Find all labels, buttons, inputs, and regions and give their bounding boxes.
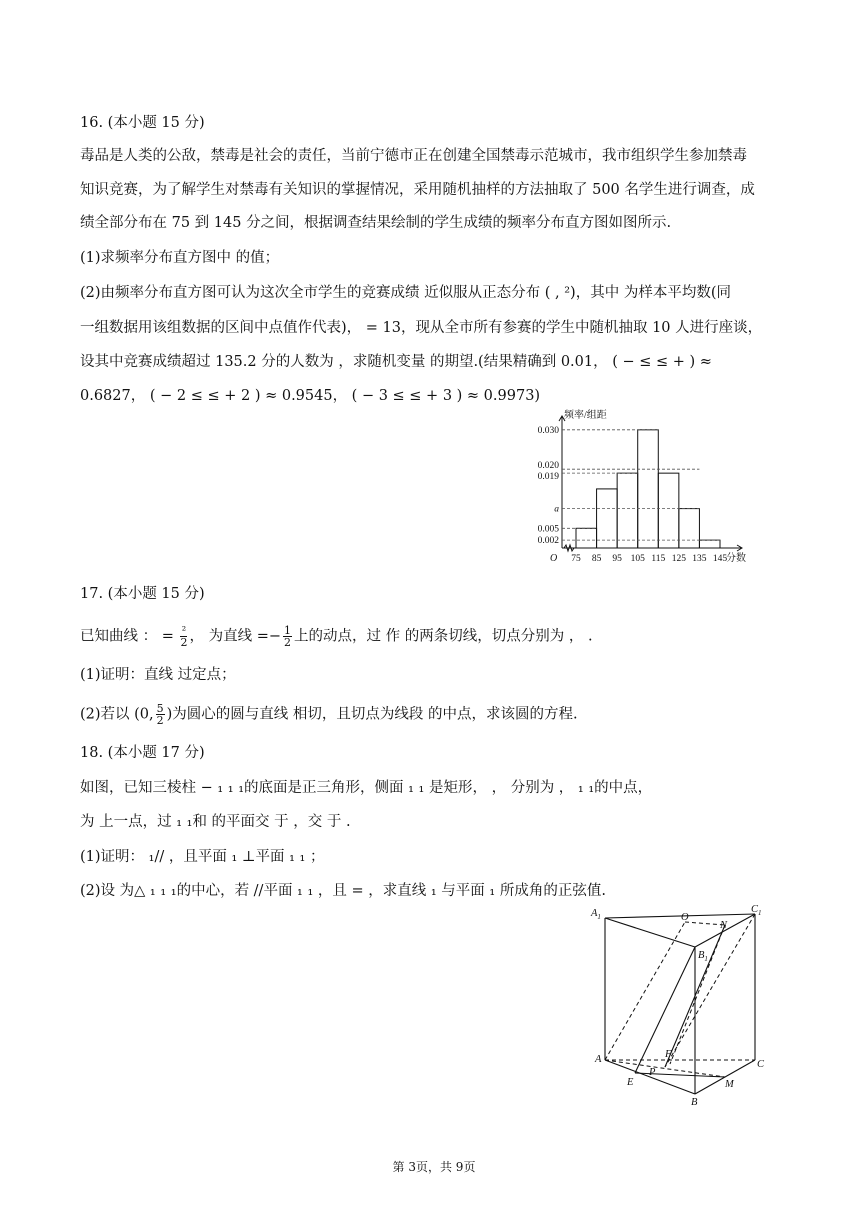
label-a: A	[595, 1054, 602, 1065]
y-tick-label: 0.005	[537, 524, 559, 535]
q17-fraction-1-over-2	[283, 625, 292, 648]
histogram-bar	[597, 489, 618, 548]
histogram-bar	[699, 540, 720, 548]
fraction-denominator: 2	[156, 714, 164, 727]
y-tick-label: 0.030	[537, 425, 559, 436]
fraction-denominator: 2	[180, 636, 188, 649]
x-axis-label: 分数	[726, 553, 746, 564]
x-tick-label: 95	[612, 554, 622, 564]
q16-part-2-line-2: 一组数据用该组数据的区间中点值作代表)， = 13，现从全市所有参赛的学生中随机抽取 10 人进行座谈，	[80, 320, 763, 336]
q16-part-1: (1)求频率分布直方图中 的值；	[80, 250, 280, 266]
q16-part-2-line-1: (2)由频率分布直方图可认为这次全市学生的竞赛成绩 近似服从正态分布 ( , ²)，其中 为样本平均数(同	[80, 285, 731, 301]
label-m: M	[725, 1079, 734, 1090]
q17-statement	[80, 625, 593, 648]
y-tick-label: 0.019	[537, 472, 559, 483]
q17-part-1: (1)证明：直线 过定点；	[80, 667, 236, 683]
q18-header: 18. (本小题 17 分)	[80, 745, 205, 761]
label-c1: $C_1$	[751, 904, 762, 917]
histogram-bar	[658, 473, 679, 548]
q18-statement-line-2: 为 上一点，过 ₁ ₁和 的平面交 于 ，交 于 .	[80, 814, 351, 830]
x-tick-label: 75	[571, 554, 581, 564]
q17-statement-part-c: 上的动点，过 作 的两条切线，切点分别为 ， .	[294, 628, 593, 645]
label-o: O	[681, 912, 689, 923]
q18-part-1: (1)证明： ₁// ，且平面 ₁ ⊥平面 ₁ ₁ ；	[80, 849, 325, 865]
histogram-bar	[638, 430, 659, 548]
x-tick-label: 145	[712, 554, 728, 564]
q18-statement-line-1: 如图，已知三棱柱 − ₁ ₁ ₁的底面是正三角形，侧面 ₁ ₁ 是矩形， ， 分别为 ， ₁ ₁的中点，	[80, 780, 653, 796]
y-tick-label: a	[554, 504, 559, 515]
q17-statement-part-b: ， 为直线 =−	[189, 628, 282, 645]
histogram-bar	[576, 528, 597, 548]
label-b1: $B_1$	[698, 950, 708, 963]
label-c: C	[757, 1059, 765, 1070]
q17-header: 17. (本小题 15 分)	[80, 586, 205, 602]
q16-paragraph-line-2: 知识竞赛，为了解学生对禁毒有关知识的掌握情况，采用随机抽样的方法抽取了 500 名学生进行调查，成	[80, 182, 755, 198]
q16-paragraph-line-3: 绩全部分布在 75 到 145 分之间，根据调查结果绘制的学生成绩的频率分布直方图如图所示.	[80, 215, 672, 231]
label-n: N	[720, 920, 728, 931]
label-f: F	[665, 1049, 672, 1060]
page-footer: 第 3页，共 9页	[392, 1160, 476, 1174]
x-tick-label: 135	[692, 554, 707, 564]
histogram-bar	[617, 473, 638, 548]
q17-fraction-x2-over-2	[180, 625, 187, 648]
label-e: E	[627, 1077, 634, 1088]
q17-part-2-b: )为圆心的圆与直线 相切，且切点为线段 的中点，求该圆的方程.	[166, 706, 578, 723]
label-a1: $A_1$	[591, 908, 601, 921]
fraction-numerator: ²	[181, 624, 187, 637]
frequency-histogram	[520, 408, 760, 568]
origin-label: O	[550, 553, 558, 564]
y-tick-label: 0.002	[537, 536, 559, 547]
label-b: B	[691, 1097, 698, 1107]
q16-paragraph-line-1: 毒品是人类的公敌，禁毒是社会的责任，当前宁德市正在创建全国禁毒示范城市，我市组织学生参加禁毒	[80, 148, 747, 164]
q17-part-2	[80, 703, 578, 726]
q17-part-2-a: (2)若以 (0,	[80, 706, 154, 723]
fraction-numerator: 1	[284, 624, 292, 637]
q17-statement-part-a: 已知曲线 ： =	[80, 628, 179, 645]
x-tick-label: 85	[591, 554, 602, 564]
q18-part-2: (2)设 为△ ₁ ₁ ₁的中心，若 //平面 ₁ ₁ ，且 = ，求直线 ₁ 与平面 ₁ 所成角的正弦值.	[80, 883, 606, 899]
y-axis-label: 频率/组距	[564, 410, 607, 421]
label-p: P	[649, 1067, 656, 1078]
x-tick-label: 115	[651, 554, 666, 564]
q16-part-2-line-4: 0.6827， ( − 2 ≤ ≤ + 2 ) ≈ 0.9545， ( − 3 ≤ ≤ + 3 ) ≈ 0.9973)	[80, 388, 541, 404]
histogram-bar	[679, 509, 700, 548]
y-tick-label: 0.020	[537, 461, 559, 472]
fraction-denominator: 2	[284, 636, 292, 649]
x-tick-label: 105	[630, 554, 645, 564]
fraction-numerator: 5	[156, 702, 164, 715]
q16-part-2-line-3: 设其中竞赛成绩超过 135.2 分的人数为 ，求随机变量 的期望.(结果精确到 0.01， ( − ≤ ≤ + ) ≈	[80, 354, 712, 370]
q16-header: 16. (本小题 15 分)	[80, 115, 205, 131]
x-tick-label: 125	[671, 554, 686, 564]
triangular-prism-figure	[585, 902, 775, 1107]
q17-fraction-5-over-2	[156, 703, 165, 726]
